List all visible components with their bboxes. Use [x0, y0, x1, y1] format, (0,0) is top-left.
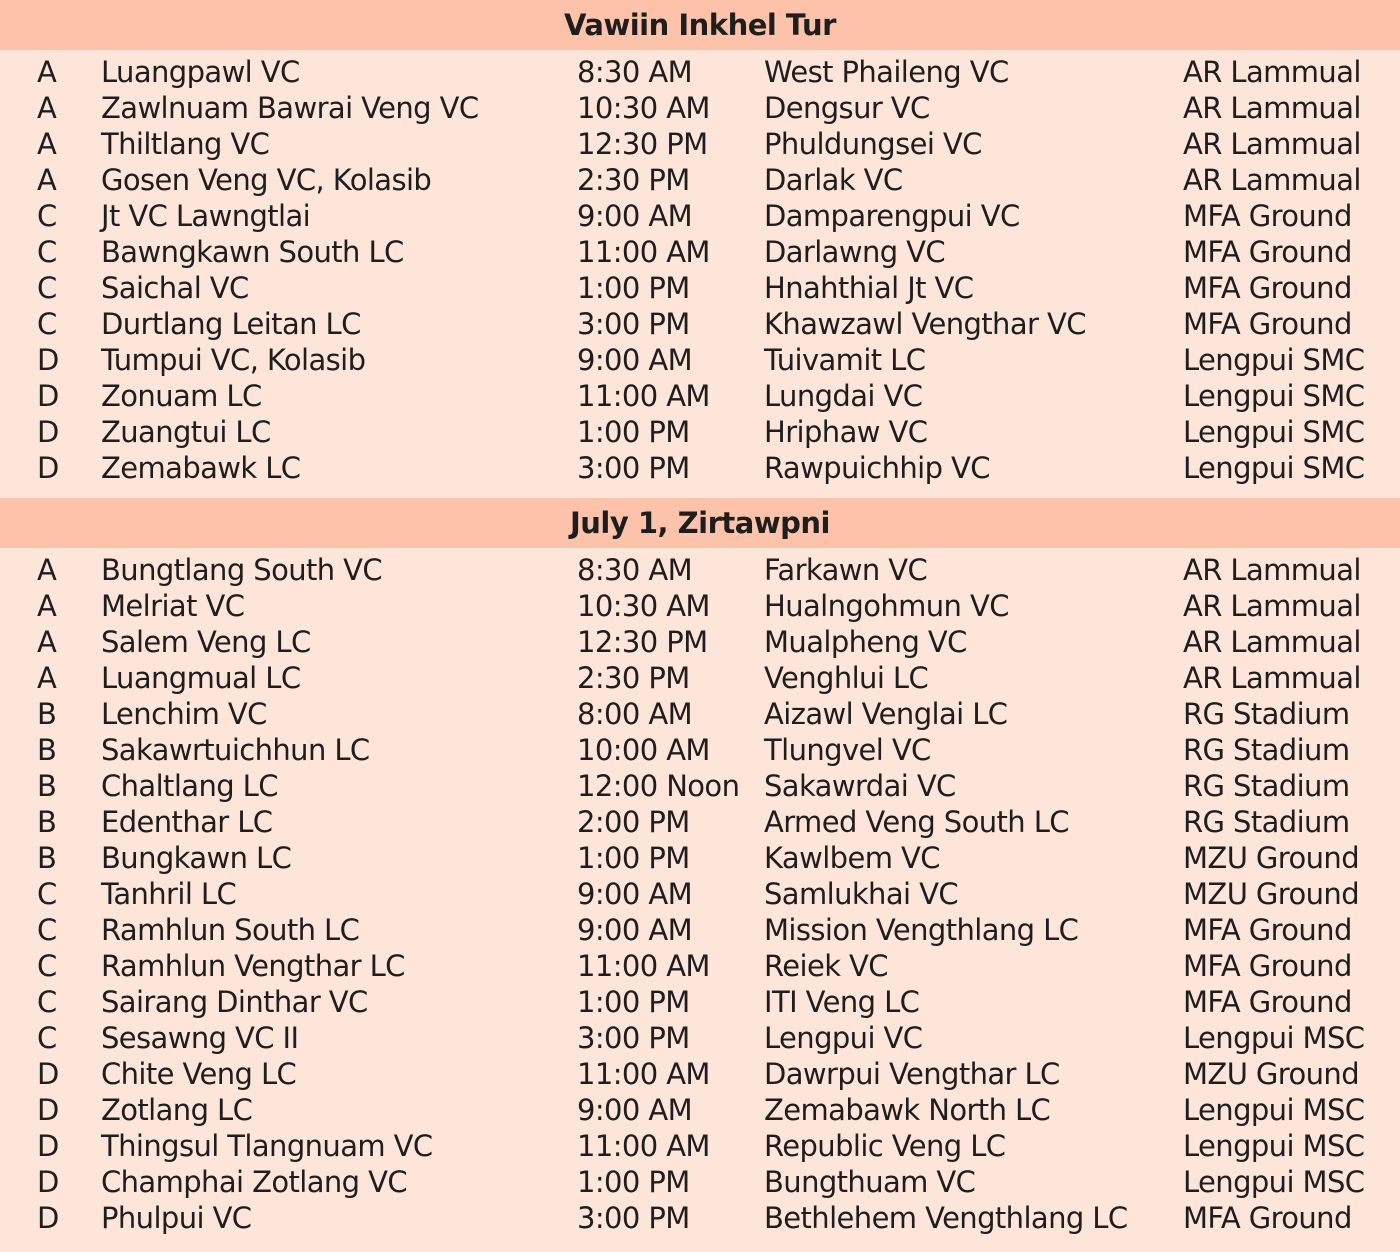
away-team: Dengsur VC — [764, 91, 930, 125]
match-time: 11:00 AM — [577, 379, 710, 413]
home-team: Luangpawl VC — [101, 55, 300, 89]
group-label: D — [37, 343, 59, 377]
match-row — [0, 804, 1400, 840]
home-team: Melriat VC — [101, 589, 245, 623]
away-team: Reiek VC — [764, 949, 888, 983]
venue: MFA Ground — [1183, 199, 1352, 233]
match-time: 9:00 AM — [577, 199, 693, 233]
group-label: D — [37, 1057, 59, 1091]
away-team: Mission Vengthlang LC — [764, 913, 1079, 947]
home-team: Zotlang LC — [101, 1093, 253, 1127]
match-time: 11:00 AM — [577, 235, 710, 269]
venue: MZU Ground — [1183, 1057, 1360, 1091]
away-team: Farkawn VC — [764, 553, 928, 587]
away-team: Samlukhai VC — [764, 877, 958, 911]
group-label: C — [37, 985, 57, 1019]
group-label: C — [37, 271, 57, 305]
match-list — [0, 548, 1400, 1236]
venue: RG Stadium — [1183, 697, 1350, 731]
schedule-section-1 — [0, 0, 1400, 498]
group-label: B — [37, 841, 57, 875]
match-time: 2:30 PM — [577, 661, 690, 695]
match-row — [0, 840, 1400, 876]
match-time: 9:00 AM — [577, 1093, 693, 1127]
home-team: Edenthar LC — [101, 805, 273, 839]
venue: AR Lammual — [1183, 661, 1361, 695]
away-team: Armed Veng South LC — [764, 805, 1069, 839]
away-team: Mualpheng VC — [764, 625, 967, 659]
home-team: Luangmual LC — [101, 661, 301, 695]
match-row — [0, 1164, 1400, 1200]
away-team: Hnahthial Jt VC — [764, 271, 974, 305]
match-time: 11:00 AM — [577, 1057, 710, 1091]
match-list — [0, 50, 1400, 498]
match-row — [0, 342, 1400, 378]
home-team: Jt VC Lawngtlai — [101, 199, 311, 233]
match-time: 1:00 PM — [577, 415, 690, 449]
match-row — [0, 54, 1400, 90]
away-team: Hriphaw VC — [764, 415, 928, 449]
venue: Lengpui SMC — [1183, 379, 1365, 413]
match-row — [0, 552, 1400, 588]
venue: MFA Ground — [1183, 235, 1352, 269]
match-time: 2:00 PM — [577, 805, 690, 839]
match-row — [0, 732, 1400, 768]
match-time: 12:30 PM — [577, 127, 708, 161]
away-team: Lengpui VC — [764, 1021, 923, 1055]
group-label: D — [37, 1129, 59, 1163]
venue: Lengpui MSC — [1183, 1093, 1365, 1127]
home-team: Bawngkawn South LC — [101, 235, 404, 269]
match-row — [0, 1128, 1400, 1164]
venue: AR Lammual — [1183, 625, 1361, 659]
venue: Lengpui MSC — [1183, 1165, 1365, 1199]
venue: MFA Ground — [1183, 913, 1352, 947]
match-time: 12:00 Noon — [577, 769, 740, 803]
match-row — [0, 948, 1400, 984]
away-team: Bungthuam VC — [764, 1165, 976, 1199]
match-row — [0, 984, 1400, 1020]
match-row — [0, 378, 1400, 414]
match-time: 9:00 AM — [577, 913, 693, 947]
home-team: Sairang Dinthar VC — [101, 985, 368, 1019]
group-label: D — [37, 1201, 59, 1235]
match-time: 1:00 PM — [577, 271, 690, 305]
home-team: Zawlnuam Bawrai Veng VC — [101, 91, 479, 125]
away-team: Darlak VC — [764, 163, 903, 197]
group-label: C — [37, 235, 57, 269]
group-label: C — [37, 1021, 57, 1055]
match-row — [0, 1200, 1400, 1236]
home-team: Sakawrtuichhun LC — [101, 733, 370, 767]
home-team: Phulpui VC — [101, 1201, 252, 1235]
match-row — [0, 588, 1400, 624]
venue: RG Stadium — [1183, 805, 1350, 839]
home-team: Chaltlang LC — [101, 769, 278, 803]
match-time: 3:00 PM — [577, 1201, 690, 1235]
match-row — [0, 1092, 1400, 1128]
group-label: D — [37, 451, 59, 485]
home-team: Champhai Zotlang VC — [101, 1165, 407, 1199]
home-team: Saichal VC — [101, 271, 249, 305]
group-label: A — [37, 91, 57, 125]
group-label: B — [37, 769, 57, 803]
match-time: 10:00 AM — [577, 733, 710, 767]
match-row — [0, 414, 1400, 450]
section-header: Vawiin Inkhel Tur — [0, 0, 1400, 50]
match-row — [0, 768, 1400, 804]
group-label: B — [37, 697, 57, 731]
home-team: Tanhril LC — [101, 877, 237, 911]
match-time: 9:00 AM — [577, 877, 693, 911]
match-time: 11:00 AM — [577, 949, 710, 983]
venue: MZU Ground — [1183, 841, 1360, 875]
match-time: 9:00 AM — [577, 343, 693, 377]
home-team: Thingsul Tlangnuam VC — [101, 1129, 433, 1163]
group-label: D — [37, 1165, 59, 1199]
venue: MZU Ground — [1183, 877, 1360, 911]
group-label: A — [37, 55, 57, 89]
away-team: West Phaileng VC — [764, 55, 1009, 89]
away-team: Damparengpui VC — [764, 199, 1020, 233]
match-time: 10:30 AM — [577, 91, 710, 125]
home-team: Zuangtui LC — [101, 415, 271, 449]
group-label: A — [37, 553, 57, 587]
match-time: 3:00 PM — [577, 307, 690, 341]
home-team: Durtlang Leitan LC — [101, 307, 361, 341]
away-team: Lungdai VC — [764, 379, 923, 413]
venue: MFA Ground — [1183, 271, 1352, 305]
group-label: A — [37, 625, 57, 659]
away-team: Khawzawl Vengthar VC — [764, 307, 1086, 341]
match-row — [0, 624, 1400, 660]
group-label: D — [37, 379, 59, 413]
match-row — [0, 660, 1400, 696]
match-row — [0, 90, 1400, 126]
venue: RG Stadium — [1183, 769, 1350, 803]
venue: Lengpui SMC — [1183, 451, 1365, 485]
group-label: C — [37, 877, 57, 911]
venue: AR Lammual — [1183, 55, 1361, 89]
away-team: Zemabawk North LC — [764, 1093, 1051, 1127]
match-time: 3:00 PM — [577, 451, 690, 485]
venue: AR Lammual — [1183, 127, 1361, 161]
venue: AR Lammual — [1183, 163, 1361, 197]
home-team: Ramhlun Vengthar LC — [101, 949, 405, 983]
away-team: Venghlui LC — [764, 661, 929, 695]
away-team: Republic Veng LC — [764, 1129, 1006, 1163]
away-team: Tlungvel VC — [764, 733, 931, 767]
match-time: 8:30 AM — [577, 55, 693, 89]
home-team: Bungkawn LC — [101, 841, 292, 875]
home-team: Lenchim VC — [101, 697, 267, 731]
home-team: Salem Veng LC — [101, 625, 311, 659]
away-team: Kawlbem VC — [764, 841, 940, 875]
away-team: Darlawng VC — [764, 235, 946, 269]
match-row — [0, 912, 1400, 948]
home-team: Zonuam LC — [101, 379, 262, 413]
home-team: Tumpui VC, Kolasib — [101, 343, 366, 377]
away-team: Sakawrdai VC — [764, 769, 956, 803]
group-label: D — [37, 415, 59, 449]
match-time: 3:00 PM — [577, 1021, 690, 1055]
venue: MFA Ground — [1183, 1201, 1352, 1235]
venue: Lengpui SMC — [1183, 415, 1365, 449]
match-row — [0, 306, 1400, 342]
match-row — [0, 162, 1400, 198]
match-time: 8:30 AM — [577, 553, 693, 587]
away-team: Phuldungsei VC — [764, 127, 982, 161]
match-row — [0, 198, 1400, 234]
venue: RG Stadium — [1183, 733, 1350, 767]
home-team: Thiltlang VC — [101, 127, 270, 161]
venue: AR Lammual — [1183, 553, 1361, 587]
venue: MFA Ground — [1183, 949, 1352, 983]
away-team: Aizawl Venglai LC — [764, 697, 1008, 731]
group-label: A — [37, 163, 57, 197]
group-label: B — [37, 733, 57, 767]
venue: AR Lammual — [1183, 91, 1361, 125]
venue: Lengpui MSC — [1183, 1129, 1365, 1163]
group-label: C — [37, 913, 57, 947]
match-row — [0, 234, 1400, 270]
away-team: Dawrpui Vengthar LC — [764, 1057, 1060, 1091]
group-label: A — [37, 589, 57, 623]
away-team: ITI Veng LC — [764, 985, 920, 1019]
match-time: 8:00 AM — [577, 697, 693, 731]
match-time: 1:00 PM — [577, 985, 690, 1019]
match-row — [0, 270, 1400, 306]
venue: AR Lammual — [1183, 589, 1361, 623]
home-team: Gosen Veng VC, Kolasib — [101, 163, 432, 197]
group-label: A — [37, 127, 57, 161]
match-time: 12:30 PM — [577, 625, 708, 659]
venue: MFA Ground — [1183, 307, 1352, 341]
match-time: 2:30 PM — [577, 163, 690, 197]
match-row — [0, 450, 1400, 486]
group-label: B — [37, 805, 57, 839]
venue: Lengpui SMC — [1183, 343, 1365, 377]
group-label: A — [37, 661, 57, 695]
match-row — [0, 696, 1400, 732]
away-team: Bethlehem Vengthlang LC — [764, 1201, 1128, 1235]
away-team: Tuivamit LC — [764, 343, 926, 377]
section-header: July 1, Zirtawpni — [0, 498, 1400, 548]
home-team: Zemabawk LC — [101, 451, 301, 485]
group-label: D — [37, 1093, 59, 1127]
away-team: Hualngohmun VC — [764, 589, 1009, 623]
match-row — [0, 126, 1400, 162]
match-time: 10:30 AM — [577, 589, 710, 623]
match-time: 1:00 PM — [577, 841, 690, 875]
match-row — [0, 1020, 1400, 1056]
away-team: Rawpuichhip VC — [764, 451, 990, 485]
match-time: 11:00 AM — [577, 1129, 710, 1163]
group-label: C — [37, 949, 57, 983]
home-team: Chite Veng LC — [101, 1057, 297, 1091]
match-row — [0, 876, 1400, 912]
group-label: C — [37, 199, 57, 233]
match-time: 1:00 PM — [577, 1165, 690, 1199]
home-team: Bungtlang South VC — [101, 553, 383, 587]
venue: MFA Ground — [1183, 985, 1352, 1019]
venue: Lengpui MSC — [1183, 1021, 1365, 1055]
group-label: C — [37, 307, 57, 341]
home-team: Sesawng VC II — [101, 1021, 299, 1055]
schedule-section-2 — [0, 498, 1400, 1236]
home-team: Ramhlun South LC — [101, 913, 360, 947]
match-row — [0, 1056, 1400, 1092]
